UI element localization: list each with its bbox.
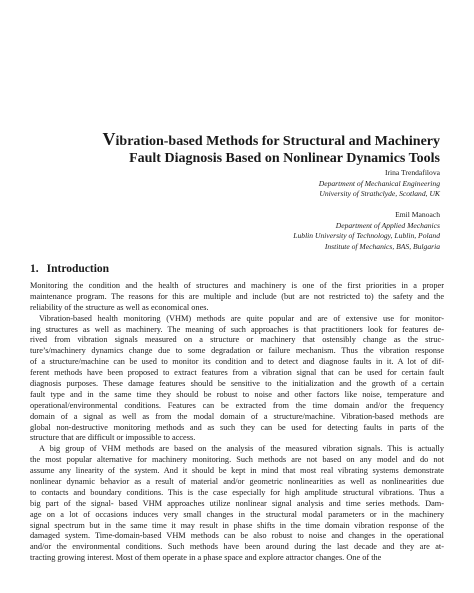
paragraph-line: and/or the environmental conditions. Such methods have been around during the last decade and they are at- (30, 542, 444, 552)
section-title: Introduction (46, 263, 110, 275)
paragraph-line: tracting growing interest. Most of them operate in a phase space and explore attractor changes. One of the (30, 553, 382, 563)
paragraph-line: signal spectrum but in the same time it may result in phase shifts in the time domain vibration response of the (30, 520, 444, 530)
author-block-2 (293, 210, 440, 252)
section-number: 1. (30, 263, 39, 275)
author-block-1 (319, 168, 440, 200)
paragraph-line: rived from vibration signals measured on a structure or machinery that ostensibly change as the struc- (30, 335, 444, 345)
paragraph-line: big part of the signal- based VHM approaches utilize nonlinear signal analysis and time series methods. Dam- (30, 498, 444, 508)
paragraph-line: ferent methods have been proposed to extract features from a vibration signal that can be used for certain fault (30, 368, 444, 378)
title-line-2: Fault Diagnosis Based on Nonlinear Dynamics Tools (129, 151, 440, 166)
paragraph-line: reliability of the structure as well as economical ones. (30, 302, 209, 312)
paragraph-line: damaged system. Time-domain-based VHM methods can be also robust to noise and changes in the operational (30, 531, 444, 541)
paragraph-line: ing structures as well as machinery. The meaning of such approaches is that practitioners look for features de- (30, 324, 444, 334)
author-affiliation: Department of Mechanical Engineering (318, 178, 440, 188)
paragraph-line: Monitoring the condition and the health of structures and machinery is one of the first priorities in a proper (30, 281, 444, 290)
author-name: Irina Trendafilova (384, 168, 440, 177)
paragraph-line: to contacts and boundary conditions. This is the case especially for high amplitude structural vibrations. Thus a (30, 487, 444, 497)
paragraph-line: maintenance program. The reasons for this are multiple and include (but are not restricted to) the safety and the (30, 291, 444, 301)
author-affiliation: Department of Applied Mechanics (335, 220, 440, 230)
body-text (30, 281, 444, 564)
author-affiliation: University of Strathclyde, Scotland, UK (319, 189, 440, 198)
paragraph-line: global non-destructive monitoring methods and as such they can be used for detecting faults in parts of the (30, 422, 444, 432)
title-line-1-text: ibration-based Methods for Structural and Machinery (115, 134, 440, 149)
paragraph-line: ture’s/machinery dynamics change due to some degradation or failure mechanism. Thus the vibration response (30, 346, 444, 356)
paragraph-line: domain of a signal as well as from the modal domain of a structure/machine. Vibration-based methods are (30, 411, 444, 421)
section-heading (30, 262, 109, 276)
paragraph-line: Vibration-based health monitoring (VHM) methods are quite popular and are of extensive use for monitor- (39, 313, 444, 323)
paragraph-line: fault type and in the same time they should be robust to noise and other factors like noise, temperature and (30, 389, 444, 399)
title-line-1 (100, 131, 440, 150)
author-name: Emil Manoach (395, 210, 440, 219)
paragraph-line: of a structure/machine can be used to monitor its condition and to detect and diagnose faults in it. A lot of dif- (30, 357, 444, 367)
paragraph-line: the most popular alternative for machinery monitoring. Such methods are not based on any model and do not (30, 455, 444, 465)
paper-title (100, 131, 440, 167)
paragraph-line: A big group of VHM methods are based on the analysis of the measured vibration signals. This is actually (39, 444, 444, 454)
paragraph (30, 444, 444, 564)
paragraph-line: assume any linearity of the system. And it should be kept in mind that most real vibrating systems demonstrate (30, 466, 444, 476)
paragraph (30, 281, 444, 314)
paragraph (30, 314, 444, 445)
title-drop-cap: V (102, 129, 116, 149)
paragraph-line: diagnosis purposes. These damage features should be sensitive to the initialization and the growth of a certain (30, 379, 444, 389)
paragraph-line: structure that are difficult or impossible to access. (30, 433, 196, 443)
author-affiliation: Lublin University of Technology, Lublin, Poland (293, 231, 440, 240)
paragraph-line: age on a lot of occasions induces very small changes in the structural modal parameters or in the machinery (30, 509, 444, 519)
author-affiliation: Institute of Mechanics, BAS, Bulgaria (324, 241, 440, 251)
paragraph-line: operational/environmental conditions. Features can be extracted from the time domain and/or the frequency (30, 400, 444, 410)
paragraph-line: nonlinear dynamic behavior as a result of material and/or geometric nonlinearities as well as nonlinearities due (30, 477, 444, 487)
